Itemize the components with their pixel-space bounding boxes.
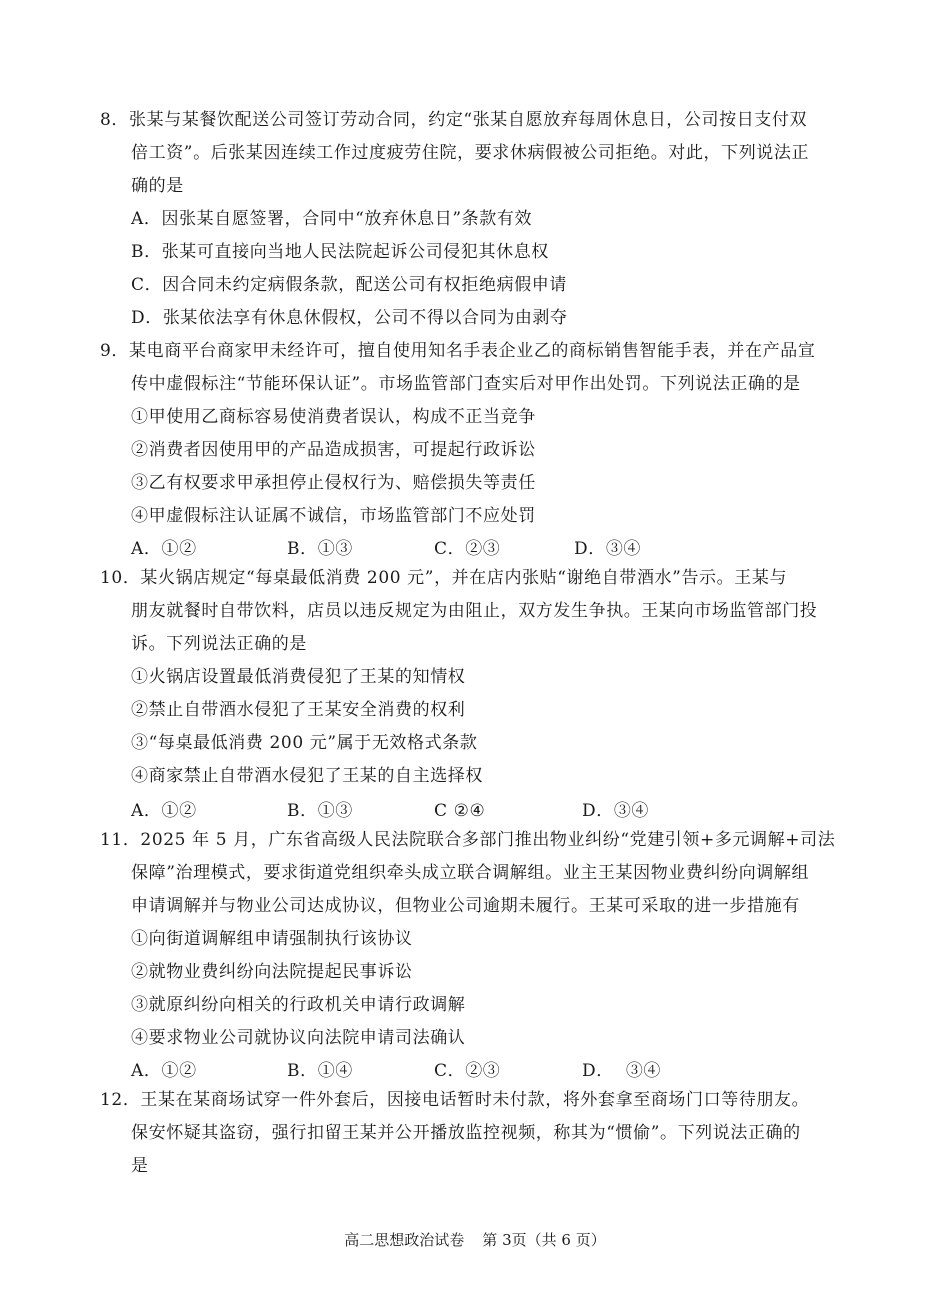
q9-statement-1: ①甲使用乙商标容易使消费者误认，构成不正当竞争: [131, 407, 536, 427]
q10-choice-a: A．①②: [131, 801, 197, 821]
q11-stem-line-2: 保障”治理模式，要求街道党组织牵头成立联合调解组。业主王某因物业费纠纷向调解组: [131, 863, 810, 883]
footer-exam-title: 高二思想政治试卷: [344, 1231, 465, 1249]
q9-statement-2: ②消费者因使用甲的产品造成损害，可提起行政诉讼: [131, 440, 536, 460]
q12-stem-line-1: 12．王某在某商场试穿一件外套后，因接电话暂时未付款，将外套拿至商场门口等待朋友。: [100, 1090, 810, 1110]
q9-statement-3: ③乙有权要求甲承担停止侵权行为、赔偿损失等责任: [131, 473, 536, 493]
q10-statement-4: ④商家禁止自带酒水侵犯了王某的自主选择权: [131, 766, 483, 786]
q8-option-c: C．因合同未约定病假条款，配送公司有权拒绝病假申请: [131, 275, 568, 295]
q9-choice-c: C．②③: [434, 539, 501, 559]
q10-choice-d: D．③④: [582, 801, 650, 821]
q8-option-d: D．张某依法享有休息休假权，公司不得以合同为由剥夺: [131, 308, 568, 328]
q11-stem-line-3: 申请调解并与物业公司达成协议，但物业公司逾期未履行。王某可采取的进一步措施有: [131, 896, 800, 916]
q10-stem-line-1: 10．某火锅店规定“每桌最低消费 200 元”，并在店内张贴“谢绝自带酒水”告示。王某与: [100, 568, 788, 588]
q11-statement-4: ④要求物业公司就协议向法院申请司法确认: [131, 1028, 466, 1048]
q8-option-b: B．张某可直接向当地人民法院起诉公司侵犯其休息权: [131, 242, 549, 262]
q9-choice-a: A．①②: [131, 539, 197, 559]
q8-option-a: A．因张某自愿签署，合同中“放弃休息日”条款有效: [131, 209, 533, 229]
q11-statement-1: ①向街道调解组申请强制执行该协议: [131, 929, 413, 949]
q11-statement-3: ③就原纠纷向相关的行政机关申请行政调解: [131, 995, 466, 1015]
q11-choice-d: D． ③④: [582, 1061, 662, 1081]
q8-stem-line-3: 确的是: [131, 176, 184, 196]
q11-stem-line-1: 11．2025 年 5 月，广东省高级人民法院联合多部门推出物业纠纷“党建引领+多元调解+司法: [100, 830, 836, 850]
q9-choice-b: B．①③: [287, 539, 353, 559]
q11-statement-2: ②就物业费纠纷向法院提起民事诉讼: [131, 962, 413, 982]
q10-statement-1: ①火锅店设置最低消费侵犯了王某的知情权: [131, 667, 466, 687]
page-footer: [0, 1229, 950, 1251]
q9-stem-line-2: 传中虚假标注“节能环保认证”。市场监管部门查实后对甲作出处罚。下列说法正确的是: [131, 374, 801, 394]
q12-stem-line-3: 是: [131, 1156, 149, 1176]
footer-page-number: 第 3页（共 6 页）: [482, 1231, 606, 1249]
q10-stem-line-2: 朋友就餐时自带饮料，店员以违反规定为由阻止，双方发生争执。王某向市场监管部门投: [131, 601, 818, 621]
q10-statement-2: ②禁止自带酒水侵犯了王某安全消费的权利: [131, 700, 466, 720]
q10-stem-line-3: 诉。下列说法正确的是: [131, 634, 307, 654]
q8-stem-line-1: 8．张某与某餐饮配送公司签订劳动合同，约定“张某自愿放弃每周休息日，公司按日支付双: [100, 110, 808, 130]
q11-choice-c: C．②③: [434, 1061, 501, 1081]
q11-choice-b: B．①④: [287, 1061, 353, 1081]
q10-choice-c: C ②④: [434, 801, 486, 821]
q9-choice-d: D．③④: [574, 539, 642, 559]
q12-stem-line-2: 保安怀疑其盗窃，强行扣留王某并公开播放监控视频，称其为“惯偷”。下列说法正确的: [131, 1123, 801, 1143]
q11-choice-a: A．①②: [131, 1061, 197, 1081]
q10-statement-3: ③“每桌最低消费 200 元”属于无效格式条款: [131, 733, 478, 753]
q10-choice-b: B．①③: [287, 801, 353, 821]
q9-stem-line-1: 9．某电商平台商家甲未经许可，擅自使用知名手表企业乙的商标销售智能手表，并在产品宣: [100, 341, 816, 361]
q8-stem-line-2: 倍工资”。后张某因连续工作过度疲劳住院，要求休病假被公司拒绝。对此，下列说法正: [131, 143, 810, 163]
q9-statement-4: ④甲虚假标注认证属不诚信，市场监管部门不应处罚: [131, 506, 536, 526]
